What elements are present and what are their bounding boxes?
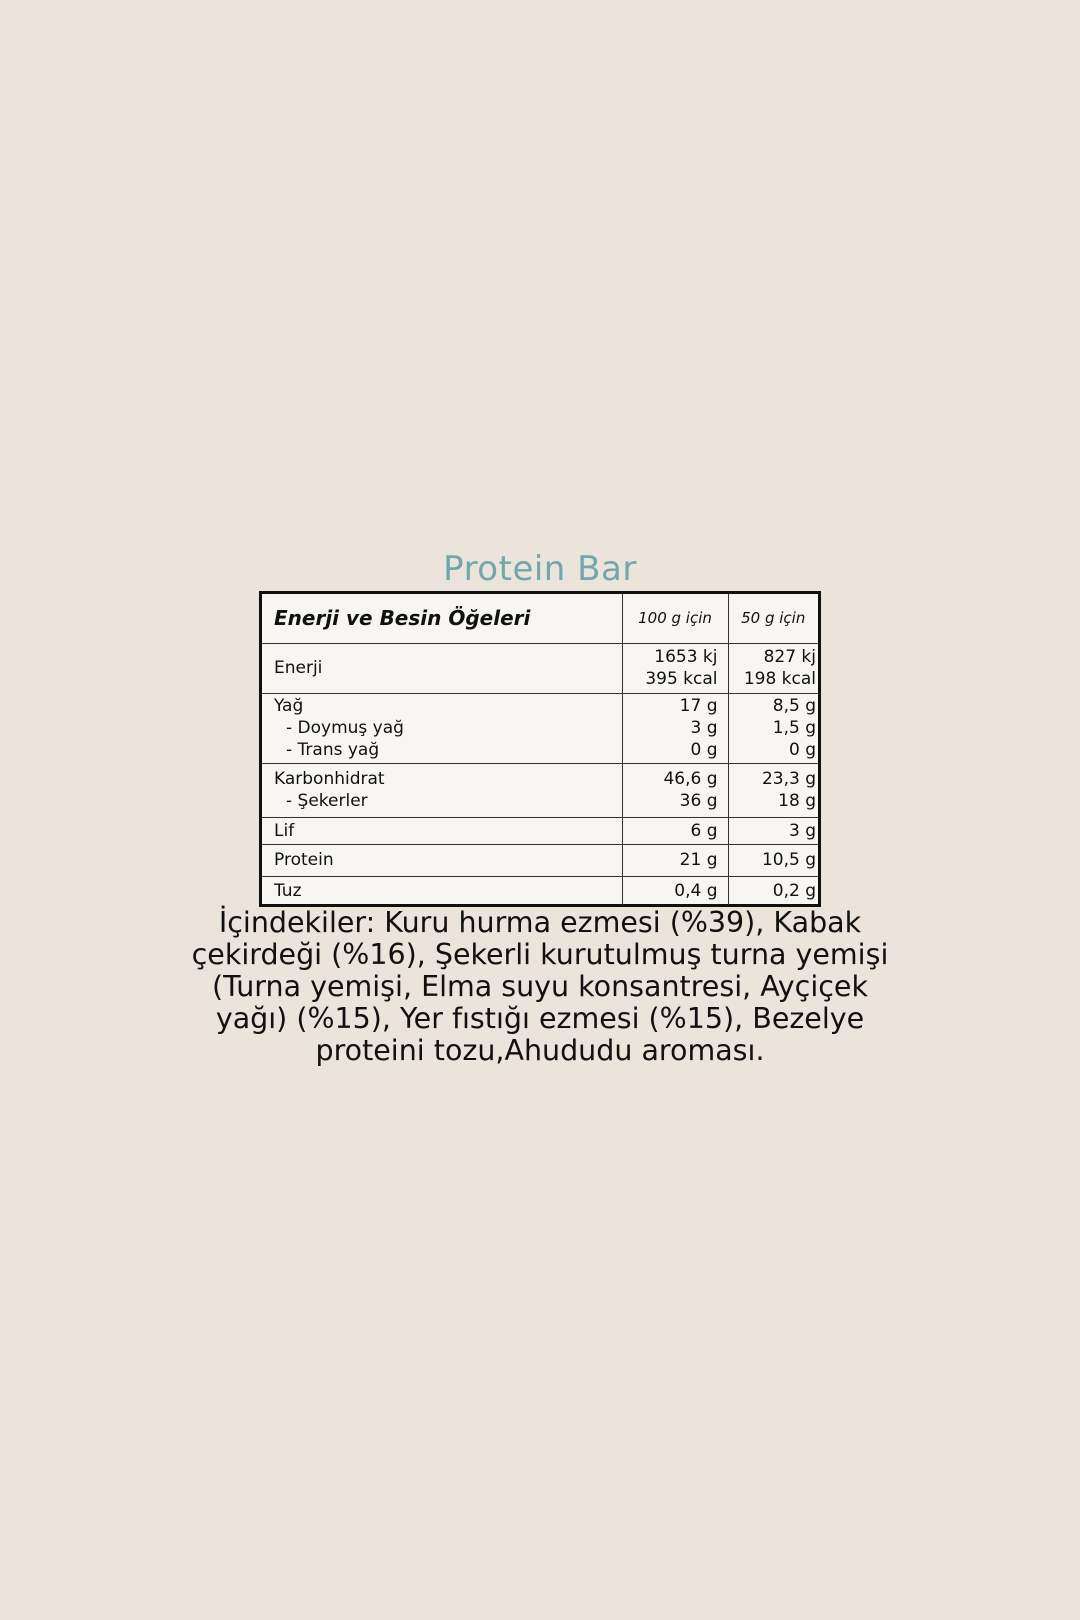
nutrient-name-cell [262, 763, 622, 817]
nutrient-name: Tuz [274, 880, 302, 901]
value-per-100g: 0,4 g [674, 880, 718, 901]
value-per-50g: 8,5 g [772, 696, 816, 716]
value-per-50g: 18 g [778, 791, 816, 811]
value-per-50g-cell [728, 817, 818, 844]
nutrient-row-enerji [262, 643, 818, 693]
nutrient-name: Yağ [274, 696, 304, 716]
nutrient-name: Enerji [274, 658, 323, 678]
value-per-50g-cell [728, 693, 818, 763]
value-per-50g: 1,5 g [772, 718, 816, 738]
value-per-50g: 827 kj [763, 647, 816, 667]
nutrient-name-cell [262, 844, 622, 876]
value-per-100g: 36 g [679, 791, 718, 811]
value-per-100g: 0 g [690, 740, 718, 760]
value-per-100g-cell [622, 876, 728, 905]
value-per-50g-cell [728, 876, 818, 905]
nutrient-name: - Şekerler [286, 791, 368, 811]
value-per-50g: 10,5 g [761, 850, 816, 870]
value-per-100g: 6 g [690, 820, 718, 841]
value-per-100g-cell [622, 643, 728, 693]
value-per-50g: 3 g [788, 820, 816, 841]
value-per-50g-cell [728, 844, 818, 876]
value-per-50g: 23,3 g [761, 769, 816, 789]
nutrient-row-lif [262, 817, 818, 844]
header-per-50g: 50 g için [728, 594, 818, 643]
header-per-100g: 100 g için [622, 594, 728, 643]
value-per-100g-cell [622, 693, 728, 763]
value-per-100g: 17 g [679, 696, 718, 716]
value-per-100g: 3 g [690, 718, 718, 738]
value-per-50g: 0,2 g [772, 880, 816, 901]
nutrient-row-karbonhidrat [262, 763, 818, 817]
nutrient-name: - Doymuş yağ [286, 718, 404, 738]
value-per-100g-cell [622, 817, 728, 844]
nutrient-name-cell [262, 693, 622, 763]
nutrition-table [262, 594, 818, 905]
nutrient-name-cell [262, 876, 622, 905]
nutrient-name-cell [262, 817, 622, 844]
nutrient-name: Protein [274, 850, 334, 870]
nutrient-name: Lif [274, 820, 295, 841]
nutrient-name: - Trans yağ [286, 740, 380, 760]
nutrient-name: Karbonhidrat [274, 769, 385, 789]
value-per-100g-cell [622, 763, 728, 817]
header-label: Enerji ve Besin Öğeleri [262, 594, 622, 643]
value-per-50g-cell [728, 643, 818, 693]
value-per-100g-cell [622, 844, 728, 876]
nutrient-row-yag [262, 693, 818, 763]
page-title: Protein Bar [443, 549, 637, 589]
value-per-50g: 0 g [788, 740, 816, 760]
nutrient-row-protein [262, 844, 818, 876]
ingredients-text: İçindekiler: Kuru hurma ezmesi (%39), Kabak çekirdeği (%16), Şekerli kurutulmuş turna yemişi (Turna yemişi, Elma suyu konsantresi, Ayçiçek yağı) (%15), Yer fıstığı ezmesi (%15), Bezelye proteini tozu,Ahududu aroması. [191, 906, 889, 1067]
value-per-100g: 1653 kj [654, 647, 718, 667]
value-per-50g-cell [728, 763, 818, 817]
value-per-50g: 198 kcal [743, 669, 816, 689]
value-per-100g: 395 kcal [645, 669, 718, 689]
table-header-row [262, 594, 818, 643]
value-per-100g: 46,6 g [663, 769, 718, 789]
nutrient-name-cell [262, 643, 622, 693]
nutrition-table-panel [259, 591, 821, 907]
nutrient-row-tuz [262, 876, 818, 905]
value-per-100g: 21 g [679, 850, 718, 870]
